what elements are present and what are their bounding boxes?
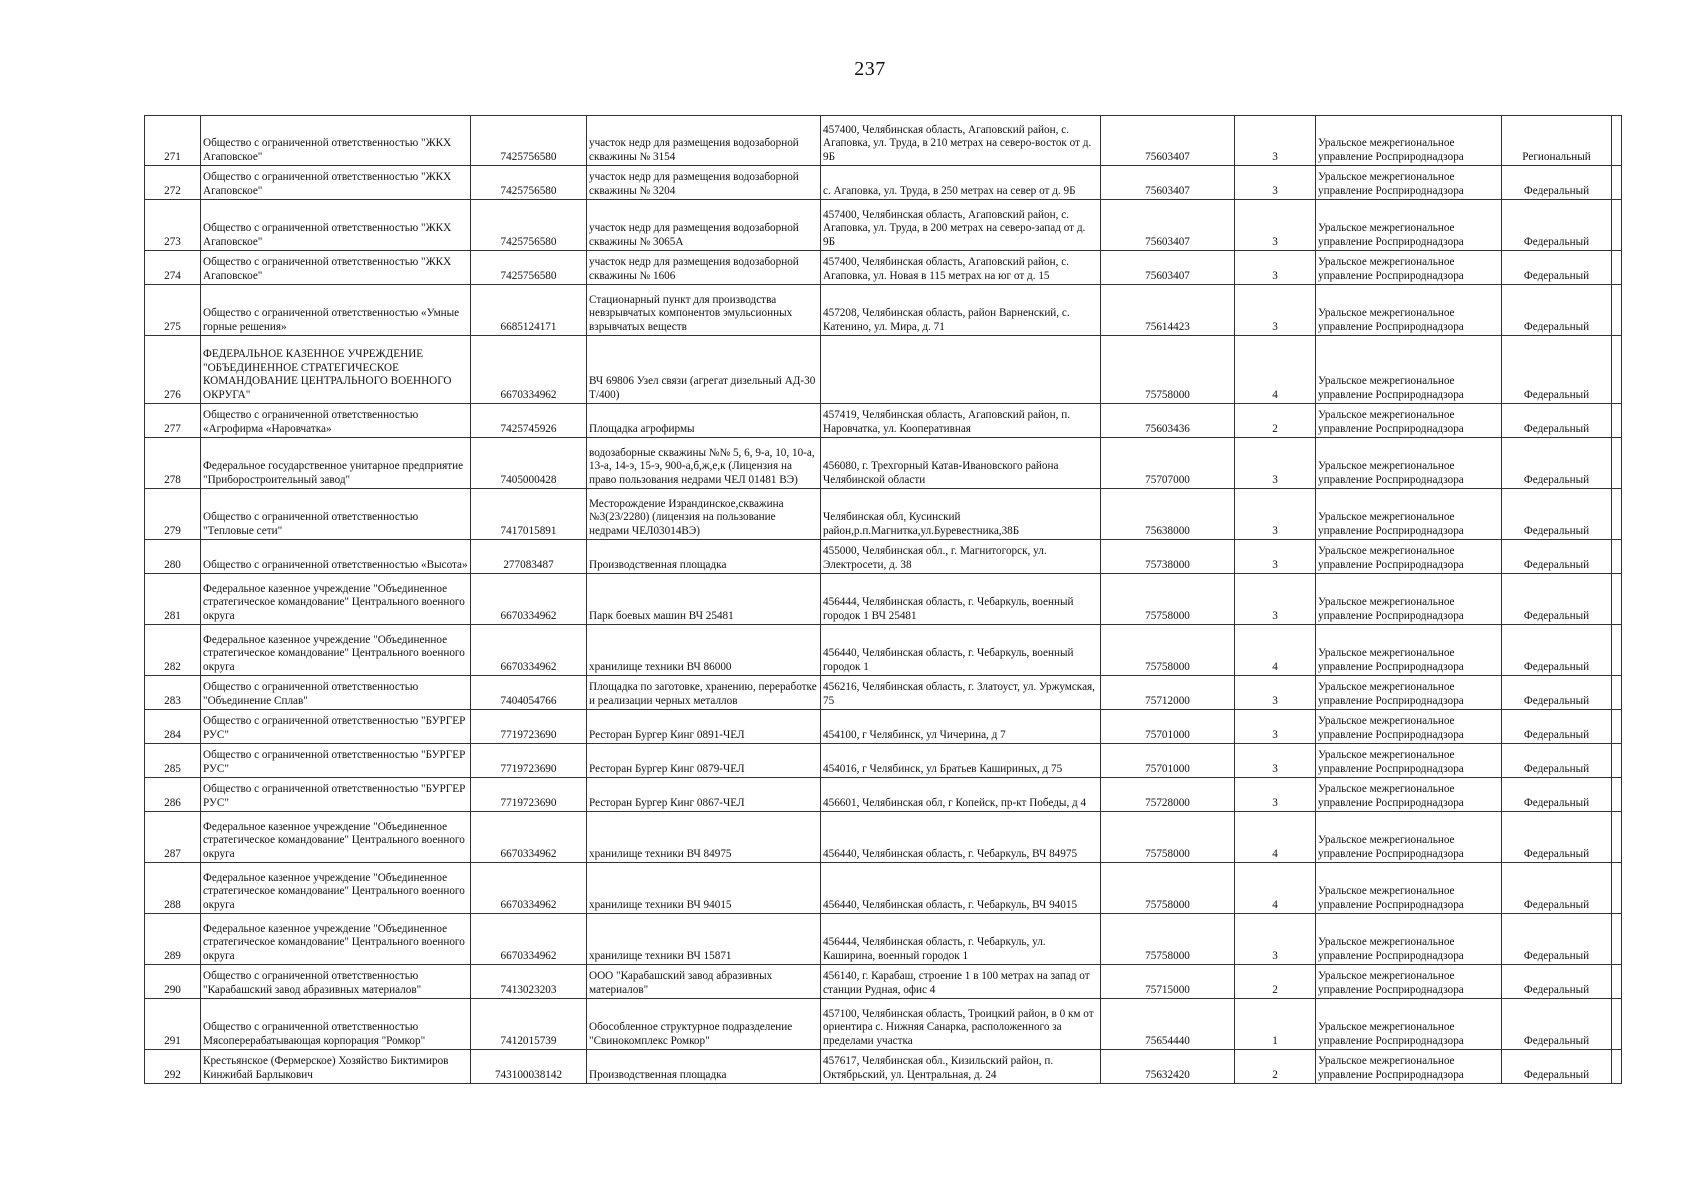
supervisory-authority-cell: Уральское межрегиональное управление Росприроднадзора [1316, 489, 1502, 540]
empty-cell [1612, 812, 1622, 863]
supervision-level-cell: Федеральный [1502, 166, 1612, 200]
oktmo-code-cell: 75603407 [1101, 200, 1235, 251]
object-address-cell [821, 336, 1101, 404]
table-row [145, 336, 1622, 404]
organization-name-cell: Федеральное казенное учреждение "Объединенное стратегическое командование" Центрального военного округа [201, 914, 471, 965]
oktmo-code-cell: 75728000 [1101, 778, 1235, 812]
risk-category-cell: 3 [1235, 778, 1316, 812]
object-address-cell: 455000, Челябинская обл., г. Магнитогорск, ул. Электросети, д. 38 [821, 540, 1101, 574]
organization-name-cell: Федеральное казенное учреждение "Объединенное стратегическое командование" Центрального военного округа [201, 863, 471, 914]
object-name-cell: Площадка агрофирмы [587, 404, 821, 438]
inn-code-cell: 7405000428 [471, 438, 587, 489]
object-name-cell: хранилище техники ВЧ 86000 [587, 625, 821, 676]
risk-category-cell: 3 [1235, 285, 1316, 336]
inn-code-cell: 6685124171 [471, 285, 587, 336]
inn-code-cell: 6670334962 [471, 336, 587, 404]
table-row [145, 965, 1622, 999]
object-name-cell: Ресторан Бургер Кинг 0879-ЧЕЛ [587, 744, 821, 778]
supervision-level-cell: Федеральный [1502, 438, 1612, 489]
supervisory-authority-cell: Уральское межрегиональное управление Росприроднадзора [1316, 540, 1502, 574]
supervision-level-cell: Федеральный [1502, 863, 1612, 914]
supervision-level-cell: Федеральный [1502, 285, 1612, 336]
table-row [145, 778, 1622, 812]
inn-code-cell: 7719723690 [471, 778, 587, 812]
empty-cell [1612, 166, 1622, 200]
row-number-cell: 286 [145, 778, 201, 812]
inn-code-cell: 7719723690 [471, 710, 587, 744]
organization-name-cell: ФЕДЕРАЛЬНОЕ КАЗЕННОЕ УЧРЕЖДЕНИЕ "ОБЪЕДИНЕННОЕ СТРАТЕГИЧЕСКОЕ КОМАНДОВАНИЕ ЦЕНТРАЛЬНОГО ВОЕННОГО ОКРУГА" [201, 336, 471, 404]
table-row [145, 1050, 1622, 1084]
risk-category-cell: 3 [1235, 200, 1316, 251]
oktmo-code-cell: 75638000 [1101, 489, 1235, 540]
object-address-cell: 457419, Челябинская область, Агаповский район, п. Наровчатка, ул. Кооперативная [821, 404, 1101, 438]
oktmo-code-cell: 75707000 [1101, 438, 1235, 489]
risk-category-cell: 3 [1235, 540, 1316, 574]
oktmo-code-cell: 75603436 [1101, 404, 1235, 438]
risk-category-cell: 3 [1235, 574, 1316, 625]
risk-category-cell: 3 [1235, 914, 1316, 965]
supervision-level-cell: Федеральный [1502, 965, 1612, 999]
supervision-level-cell: Федеральный [1502, 999, 1612, 1050]
page-number: 237 [854, 58, 886, 80]
supervisory-authority-cell: Уральское межрегиональное управление Росприроднадзора [1316, 1050, 1502, 1084]
empty-cell [1612, 914, 1622, 965]
risk-category-cell: 3 [1235, 744, 1316, 778]
object-address-cell: 456440, Челябинская область, г. Чебаркуль, ВЧ 94015 [821, 863, 1101, 914]
inn-code-cell: 7425756580 [471, 251, 587, 285]
organization-name-cell: Общество с ограниченной ответственностью "БУРГЕР РУС" [201, 778, 471, 812]
inn-code-cell: 7719723690 [471, 744, 587, 778]
object-address-cell: 456444, Челябинская область, г. Чебаркуль, военный городок 1 ВЧ 25481 [821, 574, 1101, 625]
empty-cell [1612, 285, 1622, 336]
supervisory-authority-cell: Уральское межрегиональное управление Росприроднадзора [1316, 863, 1502, 914]
risk-category-cell: 3 [1235, 438, 1316, 489]
row-number-cell: 290 [145, 965, 201, 999]
organization-name-cell: Общество с ограниченной ответственностью "ЖКХ Агаповское" [201, 251, 471, 285]
inn-code-cell: 6670334962 [471, 625, 587, 676]
row-number-cell: 271 [145, 116, 201, 166]
oktmo-code-cell: 75758000 [1101, 336, 1235, 404]
organization-name-cell: Федеральное казенное учреждение "Объединенное стратегическое командование" Центрального военного округа [201, 812, 471, 863]
organization-name-cell: Федеральное государственное унитарное предприятие "Приборостроительный завод" [201, 438, 471, 489]
empty-cell [1612, 489, 1622, 540]
supervision-level-cell: Федеральный [1502, 489, 1612, 540]
supervision-level-cell: Федеральный [1502, 404, 1612, 438]
oktmo-code-cell: 75758000 [1101, 812, 1235, 863]
oktmo-code-cell: 75603407 [1101, 116, 1235, 166]
oktmo-code-cell: 75715000 [1101, 965, 1235, 999]
supervisory-authority-cell: Уральское межрегиональное управление Росприроднадзора [1316, 914, 1502, 965]
table-row [145, 625, 1622, 676]
oktmo-code-cell: 75701000 [1101, 710, 1235, 744]
inn-code-cell: 7412015739 [471, 999, 587, 1050]
object-name-cell: хранилище техники ВЧ 94015 [587, 863, 821, 914]
organization-name-cell: Общество с ограниченной ответственностью «Агрофирма «Наровчатка» [201, 404, 471, 438]
row-number-cell: 275 [145, 285, 201, 336]
object-address-cell: 456080, г. Трехгорный Катав-Ивановского района Челябинской области [821, 438, 1101, 489]
supervisory-authority-cell: Уральское межрегиональное управление Росприроднадзора [1316, 404, 1502, 438]
inn-code-cell: 7425756580 [471, 166, 587, 200]
supervision-level-cell: Федеральный [1502, 710, 1612, 744]
empty-cell [1612, 863, 1622, 914]
row-number-cell: 284 [145, 710, 201, 744]
table-row [145, 574, 1622, 625]
supervision-level-cell: Федеральный [1502, 200, 1612, 251]
supervision-level-cell: Федеральный [1502, 914, 1612, 965]
supervision-level-cell: Федеральный [1502, 251, 1612, 285]
object-address-cell: с. Агаповка, ул. Труда, в 250 метрах на север от д. 9Б [821, 166, 1101, 200]
supervision-level-cell: Федеральный [1502, 676, 1612, 710]
row-number-cell: 282 [145, 625, 201, 676]
risk-category-cell: 3 [1235, 116, 1316, 166]
risk-category-cell: 4 [1235, 336, 1316, 404]
risk-category-cell: 3 [1235, 489, 1316, 540]
supervision-level-cell: Федеральный [1502, 540, 1612, 574]
inn-code-cell: 7425756580 [471, 200, 587, 251]
table-row [145, 285, 1622, 336]
empty-cell [1612, 200, 1622, 251]
row-number-cell: 276 [145, 336, 201, 404]
organization-name-cell: Общество с ограниченной ответственностью "Объединение Сплав" [201, 676, 471, 710]
supervisory-authority-cell: Уральское межрегиональное управление Росприроднадзора [1316, 336, 1502, 404]
row-number-cell: 278 [145, 438, 201, 489]
supervisory-authority-cell: Уральское межрегиональное управление Росприроднадзора [1316, 965, 1502, 999]
empty-cell [1612, 438, 1622, 489]
inn-code-cell: 7404054766 [471, 676, 587, 710]
risk-category-cell: 4 [1235, 812, 1316, 863]
table-row [145, 676, 1622, 710]
supervisory-authority-cell: Уральское межрегиональное управление Росприроднадзора [1316, 778, 1502, 812]
object-name-cell: Ресторан Бургер Кинг 0867-ЧЕЛ [587, 778, 821, 812]
row-number-cell: 291 [145, 999, 201, 1050]
supervisory-authority-cell: Уральское межрегиональное управление Росприроднадзора [1316, 744, 1502, 778]
oktmo-code-cell: 75758000 [1101, 625, 1235, 676]
oktmo-code-cell: 75758000 [1101, 914, 1235, 965]
table-row [145, 999, 1622, 1050]
table-row [145, 116, 1622, 166]
oktmo-code-cell: 75654440 [1101, 999, 1235, 1050]
table-row [145, 744, 1622, 778]
oktmo-code-cell: 75701000 [1101, 744, 1235, 778]
empty-cell [1612, 540, 1622, 574]
object-address-cell: 457100, Челябинская область, Троицкий район, в 0 км от ориентира с. Нижняя Санарка, расположенного за пределами участка [821, 999, 1101, 1050]
object-address-cell: 457400, Челябинская область, Агаповский район, с. Агаповка, ул. Новая в 115 метрах на юг от д. 15 [821, 251, 1101, 285]
risk-category-cell: 3 [1235, 710, 1316, 744]
object-name-cell: участок недр для размещения водозаборной скважины № 3154 [587, 116, 821, 166]
inn-code-cell: 7413023203 [471, 965, 587, 999]
risk-category-cell: 1 [1235, 999, 1316, 1050]
oktmo-code-cell: 75712000 [1101, 676, 1235, 710]
object-name-cell: участок недр для размещения водозаборной скважины № 3065А [587, 200, 821, 251]
registry-table [144, 115, 1622, 1084]
object-name-cell: ВЧ 69806 Узел связи (агрегат дизельный АД-30 Т/400) [587, 336, 821, 404]
inn-code-cell: 7425756580 [471, 116, 587, 166]
object-name-cell: Парк боевых машин ВЧ 25481 [587, 574, 821, 625]
supervisory-authority-cell: Уральское межрегиональное управление Росприроднадзора [1316, 116, 1502, 166]
oktmo-code-cell: 75603407 [1101, 251, 1235, 285]
object-address-cell: 456440, Челябинская область, г. Чебаркуль, военный городок 1 [821, 625, 1101, 676]
object-address-cell: 456601, Челябинская обл, г Копейск, пр-кт Победы, д 4 [821, 778, 1101, 812]
inn-code-cell: 743100038142 [471, 1050, 587, 1084]
object-address-cell: 454016, г Челябинск, ул Братьев Кашириных, д 75 [821, 744, 1101, 778]
organization-name-cell: Общество с ограниченной ответственностью "БУРГЕР РУС" [201, 710, 471, 744]
object-address-cell: 456216, Челябинская область, г. Златоуст, ул. Уржумская, 75 [821, 676, 1101, 710]
organization-name-cell: Общество с ограниченной ответственностью "ЖКХ Агаповское" [201, 116, 471, 166]
row-number-cell: 280 [145, 540, 201, 574]
table-row [145, 914, 1622, 965]
supervisory-authority-cell: Уральское межрегиональное управление Росприроднадзора [1316, 574, 1502, 625]
table-row [145, 200, 1622, 251]
inn-code-cell: 7417015891 [471, 489, 587, 540]
object-address-cell: 456140, г. Карабаш, строение 1 в 100 метрах на запад от станции Рудная, офис 4 [821, 965, 1101, 999]
object-name-cell: Стационарный пункт для производства невзрывчатых компонентов эмульсионных взрывчатых веществ [587, 285, 821, 336]
row-number-cell: 273 [145, 200, 201, 251]
empty-cell [1612, 116, 1622, 166]
empty-cell [1612, 965, 1622, 999]
oktmo-code-cell: 75632420 [1101, 1050, 1235, 1084]
supervision-level-cell: Федеральный [1502, 336, 1612, 404]
supervisory-authority-cell: Уральское межрегиональное управление Росприроднадзора [1316, 625, 1502, 676]
object-name-cell: Производственная площадка [587, 540, 821, 574]
inn-code-cell: 7425745926 [471, 404, 587, 438]
supervisory-authority-cell: Уральское межрегиональное управление Росприроднадзора [1316, 710, 1502, 744]
empty-cell [1612, 336, 1622, 404]
row-number-cell: 288 [145, 863, 201, 914]
supervisory-authority-cell: Уральское межрегиональное управление Росприроднадзора [1316, 285, 1502, 336]
object-name-cell: Ресторан Бургер Кинг 0891-ЧЕЛ [587, 710, 821, 744]
object-address-cell: 457208, Челябинская область, район Варненский, с. Катенино, ул. Мира, д. 71 [821, 285, 1101, 336]
supervisory-authority-cell: Уральское межрегиональное управление Росприроднадзора [1316, 676, 1502, 710]
object-address-cell: 456444, Челябинская область, г. Чебаркуль, ул. Каширина, военный городок 1 [821, 914, 1101, 965]
table-row [145, 251, 1622, 285]
organization-name-cell: Общество с ограниченной ответственностью "ЖКХ Агаповское" [201, 166, 471, 200]
object-address-cell: 454100, г Челябинск, ул Чичерина, д 7 [821, 710, 1101, 744]
supervision-level-cell: Федеральный [1502, 744, 1612, 778]
supervision-level-cell: Федеральный [1502, 812, 1612, 863]
row-number-cell: 285 [145, 744, 201, 778]
empty-cell [1612, 999, 1622, 1050]
oktmo-code-cell: 75603407 [1101, 166, 1235, 200]
supervisory-authority-cell: Уральское межрегиональное управление Росприроднадзора [1316, 251, 1502, 285]
object-name-cell: участок недр для размещения водозаборной скважины № 1606 [587, 251, 821, 285]
object-address-cell: Челябинская обл, Кусинский район,р.п.Магнитка,ул.Буревестника,38Б [821, 489, 1101, 540]
row-number-cell: 279 [145, 489, 201, 540]
row-number-cell: 274 [145, 251, 201, 285]
table-row [145, 489, 1622, 540]
organization-name-cell: Общество с ограниченной ответственностью "Карабашский завод абразивных материалов" [201, 965, 471, 999]
organization-name-cell: Общество с ограниченной ответственностью "ЖКХ Агаповское" [201, 200, 471, 251]
table-row [145, 540, 1622, 574]
empty-cell [1612, 676, 1622, 710]
risk-category-cell: 2 [1235, 965, 1316, 999]
risk-category-cell: 3 [1235, 676, 1316, 710]
table-row [145, 438, 1622, 489]
inn-code-cell: 277083487 [471, 540, 587, 574]
risk-category-cell: 3 [1235, 166, 1316, 200]
row-number-cell: 281 [145, 574, 201, 625]
inn-code-cell: 6670334962 [471, 574, 587, 625]
risk-category-cell: 4 [1235, 863, 1316, 914]
object-address-cell: 457400, Челябинская область, Агаповский район, с. Агаповка, ул. Труда, в 200 метрах на северо-запад от д. 9Б [821, 200, 1101, 251]
oktmo-code-cell: 75758000 [1101, 574, 1235, 625]
organization-name-cell: Общество с ограниченной ответственностью «Высота» [201, 540, 471, 574]
organization-name-cell: Общество с ограниченной ответственностью "Тепловые сети" [201, 489, 471, 540]
supervision-level-cell: Федеральный [1502, 625, 1612, 676]
object-address-cell: 457400, Челябинская область, Агаповский район, с. Агаповка, ул. Труда, в 210 метрах на северо-восток от д. 9Б [821, 116, 1101, 166]
risk-category-cell: 4 [1235, 625, 1316, 676]
object-name-cell: водозаборные скважины №№ 5, 6, 9-а, 10, 10-а, 13-а, 14-э, 15-э, 900-а,б,ж,е,к (Лицензия на право пользования недрами ЧЕЛ 01481 ВЭ) [587, 438, 821, 489]
supervision-level-cell: Федеральный [1502, 574, 1612, 625]
supervisory-authority-cell: Уральское межрегиональное управление Росприроднадзора [1316, 999, 1502, 1050]
risk-category-cell: 2 [1235, 1050, 1316, 1084]
organization-name-cell: Федеральное казенное учреждение "Объединенное стратегическое командование" Центрального военного округа [201, 574, 471, 625]
empty-cell [1612, 744, 1622, 778]
object-name-cell: участок недр для размещения водозаборной скважины № 3204 [587, 166, 821, 200]
row-number-cell: 292 [145, 1050, 201, 1084]
empty-cell [1612, 251, 1622, 285]
empty-cell [1612, 404, 1622, 438]
registry-body [145, 116, 1622, 1084]
supervisory-authority-cell: Уральское межрегиональное управление Росприроднадзора [1316, 438, 1502, 489]
object-name-cell: Производственная площадка [587, 1050, 821, 1084]
row-number-cell: 289 [145, 914, 201, 965]
table-row [145, 404, 1622, 438]
empty-cell [1612, 778, 1622, 812]
empty-cell [1612, 1050, 1622, 1084]
object-address-cell: 456440, Челябинская область, г. Чебаркуль, ВЧ 84975 [821, 812, 1101, 863]
object-name-cell: Площадка по заготовке, хранению, переработке и реализации черных металлов [587, 676, 821, 710]
supervisory-authority-cell: Уральское межрегиональное управление Росприроднадзора [1316, 200, 1502, 251]
object-name-cell: хранилище техники ВЧ 15871 [587, 914, 821, 965]
organization-name-cell: Федеральное казенное учреждение "Объединенное стратегическое командование" Центрального военного округа [201, 625, 471, 676]
oktmo-code-cell: 75614423 [1101, 285, 1235, 336]
object-address-cell: 457617, Челябинская обл., Кизильский район, п. Октябрьский, ул. Центральная, д. 24 [821, 1050, 1101, 1084]
row-number-cell: 277 [145, 404, 201, 438]
row-number-cell: 272 [145, 166, 201, 200]
organization-name-cell: Общество с ограниченной ответственностью «Умные горные решения» [201, 285, 471, 336]
organization-name-cell: Общество с ограниченной ответственностью Мясоперерабатывающая корпорация "Ромкор" [201, 999, 471, 1050]
inn-code-cell: 6670334962 [471, 863, 587, 914]
organization-name-cell: Общество с ограниченной ответственностью "БУРГЕР РУС" [201, 744, 471, 778]
inn-code-cell: 6670334962 [471, 812, 587, 863]
risk-category-cell: 2 [1235, 404, 1316, 438]
supervisory-authority-cell: Уральское межрегиональное управление Росприроднадзора [1316, 166, 1502, 200]
object-name-cell: Месторождение Израндинское,скважина №3(23/2280) (лицензия на пользование недрами ЧЕЛ03014ВЭ) [587, 489, 821, 540]
supervision-level-cell: Федеральный [1502, 1050, 1612, 1084]
oktmo-code-cell: 75738000 [1101, 540, 1235, 574]
risk-category-cell: 3 [1235, 251, 1316, 285]
object-name-cell: Обособленное структурное подразделение "Свинокомплекс Ромкор" [587, 999, 821, 1050]
table-row [145, 863, 1622, 914]
table-row [145, 812, 1622, 863]
row-number-cell: 287 [145, 812, 201, 863]
table-row [145, 166, 1622, 200]
organization-name-cell: Крестьянское (Фермерское) Хозяйство Биктимиров Кинжибай Барлыкович [201, 1050, 471, 1084]
object-name-cell: ООО "Карабашский завод абразивных материалов" [587, 965, 821, 999]
supervision-level-cell: Федеральный [1502, 778, 1612, 812]
empty-cell [1612, 710, 1622, 744]
inn-code-cell: 6670334962 [471, 914, 587, 965]
empty-cell [1612, 574, 1622, 625]
oktmo-code-cell: 75758000 [1101, 863, 1235, 914]
object-name-cell: хранилище техники ВЧ 84975 [587, 812, 821, 863]
supervisory-authority-cell: Уральское межрегиональное управление Росприроднадзора [1316, 812, 1502, 863]
row-number-cell: 283 [145, 676, 201, 710]
table-row [145, 710, 1622, 744]
empty-cell [1612, 625, 1622, 676]
supervision-level-cell: Региональный [1502, 116, 1612, 166]
